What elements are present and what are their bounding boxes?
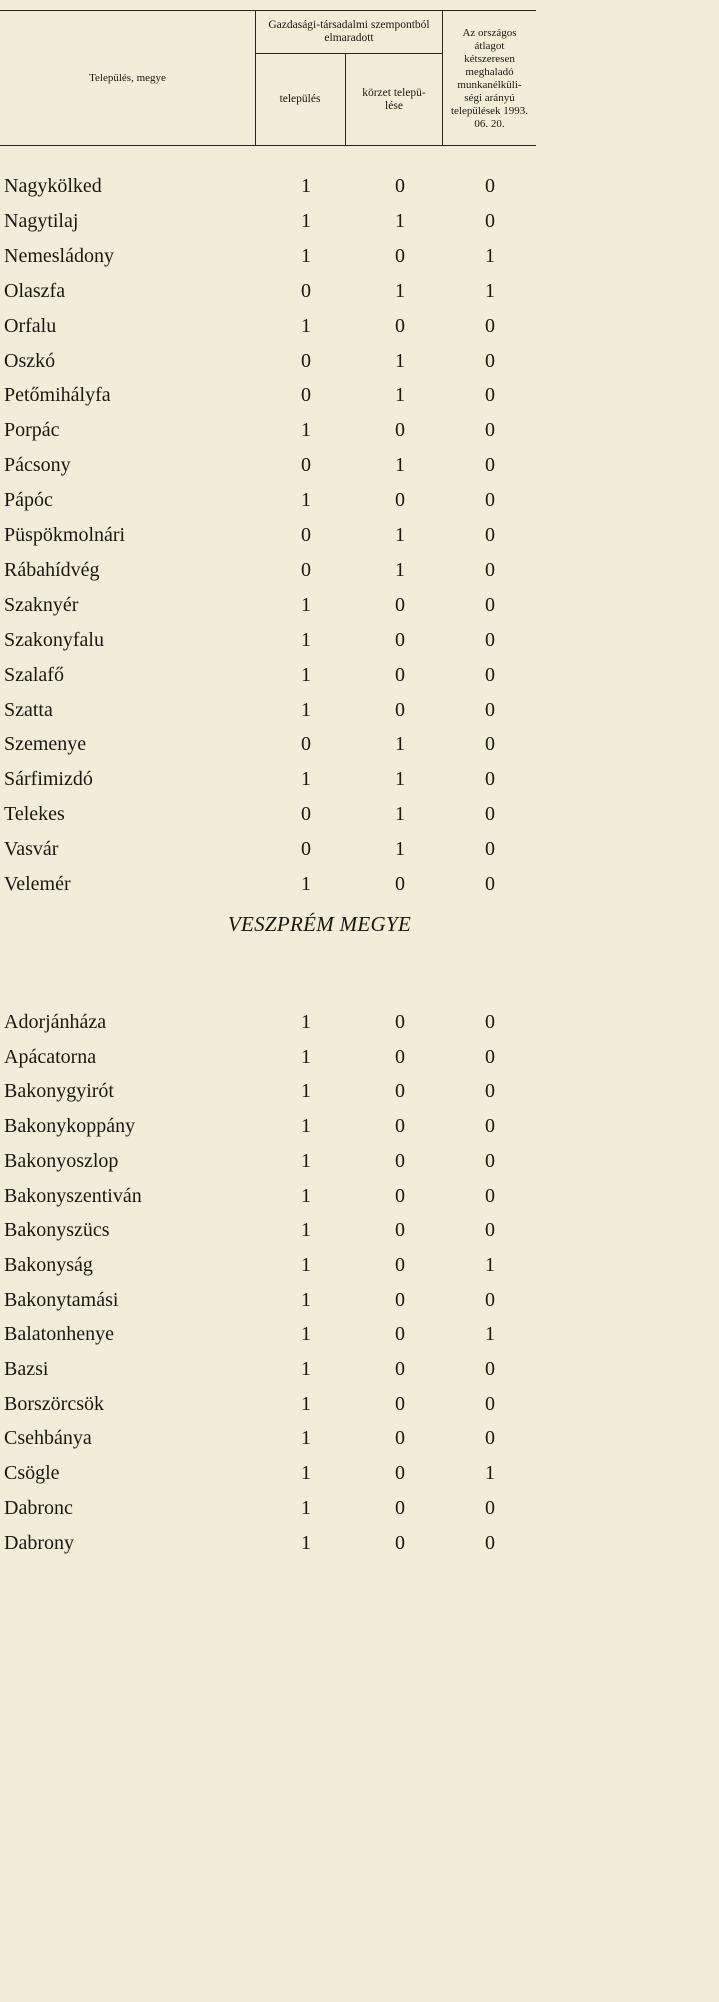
value-telepules: 1: [301, 1115, 311, 1138]
value-korzet: 0: [395, 628, 405, 651]
value-telepules: 1: [301, 244, 311, 267]
settlement-name: Orfalu: [4, 314, 57, 337]
value-munkanelkuliseg: 1: [485, 279, 495, 302]
table-row: [0, 343, 560, 379]
value-munkanelkuliseg: 0: [485, 593, 495, 616]
settlement-name: Pácsony: [4, 454, 71, 477]
value-korzet: 0: [395, 663, 405, 686]
value-korzet: 0: [395, 873, 405, 895]
value-korzet: 1: [395, 558, 405, 581]
settlement-name: Bakonygyirót: [4, 1080, 114, 1103]
value-munkanelkuliseg: 0: [485, 454, 495, 477]
table-row: [0, 1247, 560, 1283]
settlement-name: Velemér: [4, 873, 71, 895]
settlement-name: Telekes: [4, 803, 65, 826]
value-munkanelkuliseg: 0: [485, 558, 495, 581]
table-row: [0, 1108, 560, 1144]
settlement-name: Olaszfa: [4, 279, 66, 302]
value-telepules: 1: [301, 768, 311, 791]
table-row: [0, 1178, 560, 1214]
table-row: [0, 1004, 560, 1040]
value-telepules: 0: [301, 733, 311, 756]
settlement-name: Nagykölked: [4, 175, 102, 197]
settlement-name: Bakonytamási: [4, 1288, 119, 1311]
settlement-name: Porpác: [4, 419, 60, 442]
table-row: [0, 726, 560, 762]
settlement-name: Sárfimizdó: [4, 768, 93, 791]
value-korzet: 1: [395, 454, 405, 477]
value-munkanelkuliseg: 0: [485, 663, 495, 686]
table-row: [0, 1420, 560, 1456]
value-telepules: 0: [301, 524, 311, 546]
value-munkanelkuliseg: 0: [485, 1080, 495, 1103]
header-col-orszagos: Az országos átlagot kétszeresen meghaladó munkanélküli-ségi arányú települések 1993. 06. 20.: [451, 27, 528, 130]
value-korzet: 1: [395, 279, 405, 302]
table-row: [0, 1143, 560, 1179]
settlement-name: Szalafő: [4, 663, 64, 686]
settlement-name: Oszkó: [4, 349, 56, 372]
value-telepules: 1: [301, 1392, 311, 1415]
table-row: [0, 1351, 560, 1387]
value-munkanelkuliseg: 0: [485, 1219, 495, 1242]
value-telepules: 1: [301, 1288, 311, 1311]
settlement-name: Szaknyér: [4, 593, 79, 616]
value-munkanelkuliseg: 0: [485, 349, 495, 372]
value-korzet: 0: [395, 1045, 405, 1068]
value-telepules: 0: [301, 558, 311, 581]
section-title: VESZPRÉM MEGYE: [227, 912, 412, 936]
settlement-name: Szatta: [4, 698, 53, 721]
settlement-name: Nagytilaj: [4, 209, 79, 232]
value-telepules: 1: [301, 1427, 311, 1450]
value-munkanelkuliseg: 0: [485, 175, 495, 197]
table-row: [0, 1212, 560, 1248]
value-korzet: 0: [395, 1427, 405, 1450]
settlement-name: Pápóc: [4, 489, 53, 512]
table-row: [0, 238, 560, 274]
value-munkanelkuliseg: 0: [485, 314, 495, 337]
value-korzet: 0: [395, 1392, 405, 1415]
value-korzet: 0: [395, 1115, 405, 1138]
value-telepules: 0: [301, 384, 311, 407]
settlement-name: Bakonyság: [4, 1253, 93, 1276]
table-row: [0, 168, 560, 204]
value-telepules: 1: [301, 1323, 311, 1346]
value-korzet: 0: [395, 244, 405, 267]
value-munkanelkuliseg: 0: [485, 1392, 495, 1415]
settlement-name: Szemenye: [4, 733, 87, 756]
value-munkanelkuliseg: 0: [485, 1045, 495, 1068]
value-korzet: 1: [395, 768, 405, 791]
table-row: [0, 377, 560, 413]
settlement-name: Csögle: [4, 1462, 60, 1485]
table-row: [0, 273, 560, 309]
settlement-name: Bakonyszücs: [4, 1219, 110, 1242]
value-korzet: 1: [395, 384, 405, 407]
value-telepules: 1: [301, 175, 311, 197]
table-row: [0, 1316, 560, 1352]
value-munkanelkuliseg: 0: [485, 1496, 495, 1519]
value-telepules: 1: [301, 1253, 311, 1276]
table-row: [0, 866, 560, 902]
value-korzet: 1: [395, 803, 405, 826]
value-telepules: 1: [301, 314, 311, 337]
table-row: [0, 447, 560, 483]
settlement-name: Petőmihályfa: [4, 384, 111, 407]
settlement-name: Bakonyszentiván: [4, 1184, 142, 1207]
table-row: [0, 1282, 560, 1318]
table-row: [0, 796, 560, 832]
value-telepules: 1: [301, 1045, 311, 1068]
value-korzet: 0: [395, 1149, 405, 1172]
settlement-name: Bakonykoppány: [4, 1115, 136, 1138]
value-telepules: 1: [301, 419, 311, 442]
value-telepules: 1: [301, 1184, 311, 1207]
value-korzet: 0: [395, 1462, 405, 1485]
table-row: [0, 1490, 560, 1526]
table-row: [0, 587, 560, 623]
value-telepules: 0: [301, 279, 311, 302]
value-telepules: 1: [301, 1011, 311, 1033]
value-telepules: 1: [301, 663, 311, 686]
settlement-name: Balatonhenye: [4, 1323, 114, 1346]
settlement-name: Rábahídvég: [4, 558, 100, 581]
value-korzet: 0: [395, 1253, 405, 1276]
value-korzet: 0: [395, 489, 405, 512]
value-munkanelkuliseg: 0: [485, 384, 495, 407]
value-munkanelkuliseg: 0: [485, 803, 495, 826]
value-telepules: 1: [301, 1219, 311, 1242]
table-row: [0, 622, 560, 658]
settlement-name: Apácatorna: [4, 1045, 97, 1068]
value-munkanelkuliseg: 0: [485, 209, 495, 232]
table-row: [0, 1039, 560, 1075]
value-korzet: 0: [395, 1219, 405, 1242]
value-korzet: 1: [395, 524, 405, 546]
header-col-korzet: körzet telepü-lése: [362, 86, 426, 112]
value-munkanelkuliseg: 0: [485, 1149, 495, 1172]
value-munkanelkuliseg: 0: [485, 838, 495, 861]
value-telepules: 0: [301, 838, 311, 861]
table-row: [0, 203, 560, 239]
value-korzet: 1: [395, 209, 405, 232]
table-row: [0, 1073, 560, 1109]
value-munkanelkuliseg: 0: [485, 628, 495, 651]
value-munkanelkuliseg: 0: [485, 1358, 495, 1380]
value-munkanelkuliseg: 0: [485, 733, 495, 756]
table-row: [0, 517, 560, 553]
value-munkanelkuliseg: 0: [485, 1427, 495, 1450]
settlement-name: Borszörcsök: [4, 1392, 104, 1415]
value-munkanelkuliseg: 0: [485, 524, 495, 546]
value-telepules: 1: [301, 698, 311, 721]
value-korzet: 0: [395, 175, 405, 197]
value-telepules: 1: [301, 209, 311, 232]
value-korzet: 0: [395, 419, 405, 442]
value-munkanelkuliseg: 0: [485, 1184, 495, 1207]
settlement-name: Dabrony: [4, 1531, 74, 1554]
value-telepules: 1: [301, 628, 311, 651]
table-row: [0, 692, 560, 728]
table-header: [0, 10, 536, 146]
table-row: [0, 308, 560, 344]
settlement-name: Dabronc: [4, 1496, 73, 1519]
value-korzet: 0: [395, 1323, 405, 1346]
table-row: [0, 552, 560, 588]
settlement-name: Bazsi: [4, 1358, 49, 1380]
value-telepules: 1: [301, 1531, 311, 1554]
value-munkanelkuliseg: 0: [485, 873, 495, 895]
value-korzet: 0: [395, 1531, 405, 1554]
header-group-label: Gazdasági-társadalmi szempontból elmaradott: [268, 19, 430, 44]
settlement-name: Adorjánháza: [4, 1011, 107, 1033]
value-munkanelkuliseg: 0: [485, 1531, 495, 1554]
value-telepules: 1: [301, 1462, 311, 1485]
value-korzet: 1: [395, 349, 405, 372]
table-row: [0, 761, 560, 797]
value-korzet: 0: [395, 1011, 405, 1033]
settlement-name: Csehbánya: [4, 1427, 92, 1450]
value-korzet: 1: [395, 733, 405, 756]
value-telepules: 1: [301, 873, 311, 895]
table-row: [0, 657, 560, 693]
settlement-name: Nemesládony: [4, 244, 114, 267]
table-row: [0, 1386, 560, 1422]
value-telepules: 1: [301, 1149, 311, 1172]
value-munkanelkuliseg: 0: [485, 419, 495, 442]
value-munkanelkuliseg: 1: [485, 1253, 495, 1276]
value-munkanelkuliseg: 0: [485, 1288, 495, 1311]
value-munkanelkuliseg: 0: [485, 768, 495, 791]
settlement-name: Bakonyoszlop: [4, 1149, 119, 1172]
table-row: [0, 1455, 560, 1491]
value-munkanelkuliseg: 0: [485, 1115, 495, 1138]
value-munkanelkuliseg: 1: [485, 244, 495, 267]
value-telepules: 1: [301, 593, 311, 616]
value-korzet: 0: [395, 1358, 405, 1380]
table-row: [0, 831, 560, 867]
settlement-name: Szakonyfalu: [4, 628, 104, 651]
value-telepules: 0: [301, 454, 311, 477]
value-munkanelkuliseg: 0: [485, 698, 495, 721]
value-korzet: 1: [395, 838, 405, 861]
value-korzet: 0: [395, 314, 405, 337]
value-korzet: 0: [395, 593, 405, 616]
value-telepules: 1: [301, 1358, 311, 1380]
value-korzet: 0: [395, 1184, 405, 1207]
value-korzet: 0: [395, 1496, 405, 1519]
value-telepules: 1: [301, 1496, 311, 1519]
value-munkanelkuliseg: 0: [485, 1011, 495, 1033]
value-korzet: 0: [395, 698, 405, 721]
value-munkanelkuliseg: 1: [485, 1323, 495, 1346]
settlement-name: Püspökmolnári: [4, 524, 126, 546]
settlement-name: Vasvár: [4, 838, 59, 861]
value-korzet: 0: [395, 1080, 405, 1103]
header-col-telepules: település: [279, 93, 321, 105]
value-telepules: 0: [301, 803, 311, 826]
value-telepules: 1: [301, 489, 311, 512]
table-row: [0, 482, 560, 518]
value-telepules: 1: [301, 1080, 311, 1103]
value-korzet: 0: [395, 1288, 405, 1311]
value-munkanelkuliseg: 0: [485, 489, 495, 512]
table-row: [0, 412, 560, 448]
value-munkanelkuliseg: 1: [485, 1462, 495, 1485]
header-col-name: Település, megye: [89, 71, 166, 84]
value-telepules: 0: [301, 349, 311, 372]
table-row: [0, 1525, 560, 1561]
